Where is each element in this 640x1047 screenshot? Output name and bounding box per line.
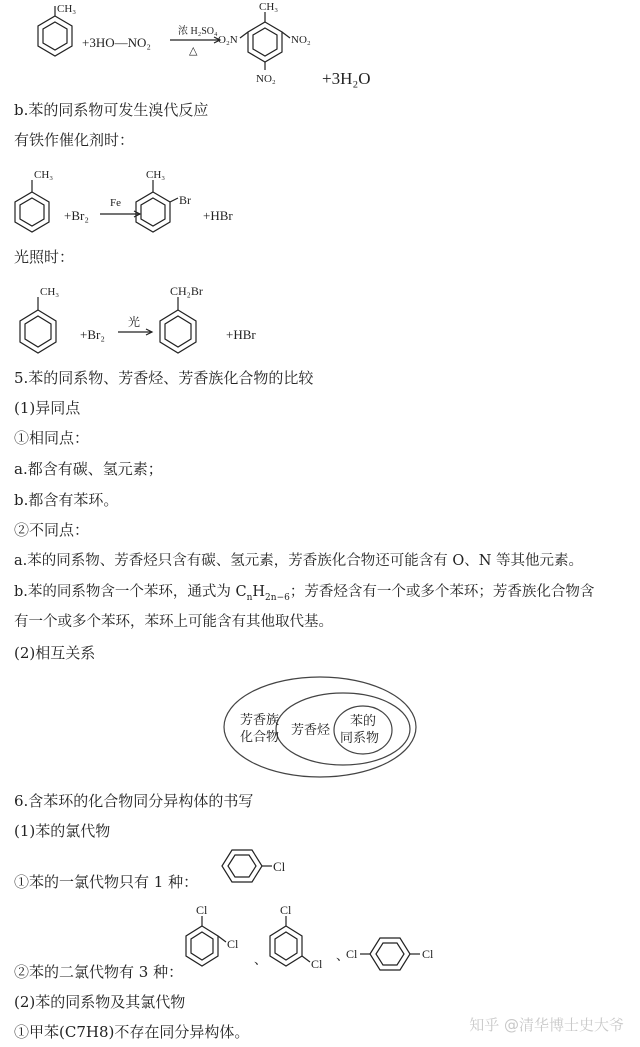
section6-title: 6.含苯环的化合物同分异构体的书写 bbox=[14, 792, 254, 810]
venn-middle: 芳香烃 bbox=[291, 723, 331, 738]
svg-text:CH₃: CH₃ bbox=[40, 286, 60, 298]
svg-text:Cl: Cl bbox=[280, 903, 292, 917]
toluene-isomer-text: ①甲苯(C7H8)不存在同分异构体。 bbox=[14, 1023, 250, 1041]
svg-text:Cl: Cl bbox=[227, 937, 239, 951]
diff-title: ②不同点： bbox=[14, 521, 90, 539]
fe-bromination-reaction bbox=[0, 160, 640, 250]
svg-text:CH₂Br: CH₂Br bbox=[170, 284, 203, 298]
section6-2: (2)苯的同系物及其氯代物 bbox=[14, 993, 186, 1011]
svg-text:Br: Br bbox=[179, 193, 191, 207]
svg-text:、: 、 bbox=[336, 948, 350, 963]
same-b: b.都含有苯环。 bbox=[14, 491, 119, 509]
toluene-structure-2 bbox=[15, 169, 53, 232]
nitration-reagent: +3HO—NO₂ bbox=[82, 35, 151, 50]
section6-1: (1)苯的氯代物 bbox=[14, 822, 111, 840]
tnt-no2-left: O₂N bbox=[218, 34, 238, 46]
mono-chloro-text: ①苯的一氯代物只有 1 种： bbox=[14, 873, 199, 891]
dichlorobenzene-structures bbox=[180, 902, 640, 982]
zhihu-watermark: 知乎 @清华博士史大爷 bbox=[469, 1016, 624, 1034]
tnt-no2-bottom: NO₂ bbox=[256, 73, 276, 85]
toluene-structure-3 bbox=[20, 286, 59, 353]
fe-catalyst: Fe bbox=[110, 197, 121, 209]
heat-symbol: △ bbox=[189, 45, 198, 57]
diff-a: a.苯的同系物、芳香烃只含有碳、氢元素，芳香族化合物还可能含有 O、N 等其他元素。 bbox=[14, 553, 584, 569]
iron-catalyst-label: 有铁作催化剂时： bbox=[14, 131, 135, 149]
b-bromination-heading: b.苯的同系物可发生溴代反应 bbox=[14, 101, 209, 119]
hbr-product: +HBr bbox=[203, 208, 233, 223]
o-bromotoluene-structure bbox=[136, 169, 191, 232]
same-title: ①相同点： bbox=[14, 429, 90, 447]
svg-text:CH₃: CH₃ bbox=[146, 169, 166, 181]
light-label: 光 bbox=[128, 315, 141, 329]
venn-outer-line1: 芳香族 bbox=[240, 713, 280, 728]
svg-text:Cl: Cl bbox=[273, 859, 286, 874]
benzyl-bromide-structure bbox=[160, 284, 203, 353]
ch3-label: CH₃ bbox=[57, 3, 77, 15]
section5-2: (2)相互关系 bbox=[14, 644, 96, 662]
venn-outer-line2: 化合物 bbox=[240, 730, 280, 745]
nitration-reaction bbox=[0, 0, 640, 100]
water-product: +3H₂O bbox=[322, 69, 371, 88]
diff-b-line1: b.苯的同系物含一个苯环，通式为 $C_nH_{2n-6}$；芳香烃含有一个或多个苯环；芳香族化合物含 bbox=[14, 584, 595, 603]
svg-text:CH₃: CH₃ bbox=[34, 169, 54, 181]
light-bromination-reaction bbox=[0, 275, 640, 365]
hbr-product-2: +HBr bbox=[226, 327, 256, 342]
venn-diagram bbox=[0, 672, 640, 782]
br2-reagent-2: +Br₂ bbox=[80, 327, 105, 342]
ortho-dichlorobenzene bbox=[186, 903, 239, 966]
tnt-no2-right: NO₂ bbox=[291, 34, 311, 46]
light-condition-label: 光照时： bbox=[14, 248, 75, 266]
svg-text:Cl: Cl bbox=[422, 947, 434, 961]
section5-title: 5.苯的同系物、芳香烃、芳香族化合物的比较 bbox=[14, 369, 314, 387]
tnt-structure bbox=[218, 1, 311, 85]
svg-text:Cl: Cl bbox=[311, 957, 323, 971]
svg-text:、: 、 bbox=[254, 952, 268, 967]
diff-b-line2: 有一个或多个苯环，苯环上可能含有其他取代基。 bbox=[14, 614, 333, 630]
svg-text:Cl: Cl bbox=[346, 947, 358, 961]
chlorobenzene-structure bbox=[210, 846, 330, 896]
di-chloro-text: ②苯的二氯代物有 3 种： bbox=[14, 963, 184, 981]
meta-dichlorobenzene bbox=[270, 903, 323, 971]
svg-text:Cl: Cl bbox=[196, 903, 208, 917]
toluene-structure-1 bbox=[38, 3, 76, 56]
same-a: a.都含有碳、氢元素； bbox=[14, 460, 163, 478]
br2-reagent: +Br₂ bbox=[64, 208, 89, 223]
venn-inner-line1: 苯的 bbox=[350, 714, 377, 729]
nitration-catalyst: 浓 H₂SO₄ bbox=[178, 26, 218, 37]
para-dichlorobenzene bbox=[346, 938, 434, 970]
venn-inner-line2: 同系物 bbox=[340, 731, 380, 746]
section5-1: (1)异同点 bbox=[14, 399, 81, 417]
tnt-ch3: CH₃ bbox=[259, 1, 279, 13]
